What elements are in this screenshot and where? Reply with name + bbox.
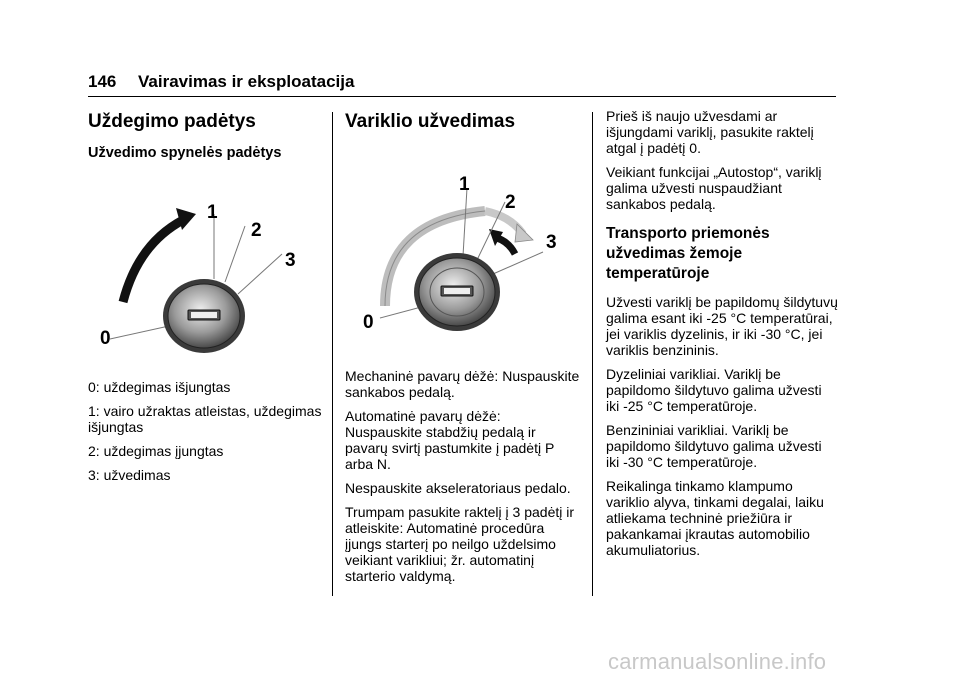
engine-start-figure: [345, 156, 581, 336]
paragraph: Dyzeliniai varikliai. Variklį be papildomo šildytuvo galima užvesti iki -25 °C temperatūroje.: [606, 366, 822, 414]
paragraph: Automatinė pavarų dėžė: Nuspauskite stabdžių pedalą ir pavarų svirtį pastumkite į padėtį P arba N.: [345, 408, 555, 472]
engine-start-text: [345, 368, 581, 584]
watermark: carmanualsonline.info: [608, 649, 827, 674]
section-title: Vairavimas ir eksploatacija: [138, 72, 355, 91]
column-divider-left: [332, 112, 333, 596]
column-engine-start: [345, 108, 581, 592]
position-item: 0: uždegimas išjungtas: [88, 379, 231, 395]
paragraph: Reikalinga tinkamo klampumo variklio alyva, tinkami degalai, laiku atliekama techninė priežiūra ir pakankamai įkrautas automobilio akumuliatorius.: [606, 478, 824, 558]
paragraph: Nespauskite akseleratoriaus pedalo.: [345, 480, 571, 496]
dial-label-0: 0: [363, 312, 374, 333]
heading-low-temperature-start: Transporto priemonės užvedimas žemoje temperatūroje: [606, 225, 770, 282]
paragraph: Užvesti variklį be papildomų šildytuvų galima esant iki -25 °C temperatūrai, jei variklis dyzelinis, ir iki -30 °C, jei variklis benzininis.: [606, 294, 838, 358]
page-header: [88, 62, 836, 97]
position-item: 1: vairo užraktas atleistas, uždegimas išjungtas: [88, 403, 322, 435]
page-number: 146: [88, 72, 117, 91]
paragraph: Trumpam pasukite raktelį į 3 padėtį ir atleiskite: Automatinė procedūra įjungs starterį po neilgo uždelsimo veikiant varikliui; žr. automatinį starterio valdymą.: [345, 504, 575, 584]
heading-engine-start: Variklio užvedimas: [345, 111, 516, 132]
dial-label-0: 0: [100, 328, 111, 349]
column-low-temperature: [606, 108, 838, 566]
column-divider-right: [592, 112, 593, 596]
dial-label-3: 3: [546, 232, 557, 253]
column-ignition-positions: [88, 108, 323, 491]
ignition-dial-illustration: [88, 184, 323, 354]
paragraph: Benzininiai varikliai. Variklį be papildomo šildytuvo galima užvesti iki -30 °C temperatūroje.: [606, 422, 822, 470]
dial-label-1: 1: [459, 174, 470, 195]
dial-label-1: 1: [207, 202, 218, 223]
dial-label-3: 3: [285, 250, 296, 271]
position-item: 2: uždegimas įjungtas: [88, 443, 224, 459]
dial-label-2: 2: [251, 220, 262, 241]
subheading-switch-positions: Užvedimo spynelės padėtys: [88, 145, 282, 161]
paragraph: Prieš iš naujo užvesdami ar išjungdami variklį, pasukite raktelį atgal į padėtį 0.: [606, 108, 814, 156]
ignition-positions-figure: [88, 184, 323, 354]
position-item: 3: užvedimas: [88, 467, 171, 483]
heading-ignition-positions: Uždegimo padėtys: [88, 111, 256, 132]
engine-start-dial-illustration: [345, 156, 581, 336]
paragraph: Veikiant funkcijai „Autostop“, variklį galima užvesti nuspaudžiant sankabos pedalą.: [606, 164, 822, 212]
paragraph: Mechaninė pavarų dėžė: Nuspauskite sankabos pedalą.: [345, 368, 580, 400]
ignition-positions-list: [88, 379, 323, 483]
dial-label-2: 2: [505, 192, 516, 213]
